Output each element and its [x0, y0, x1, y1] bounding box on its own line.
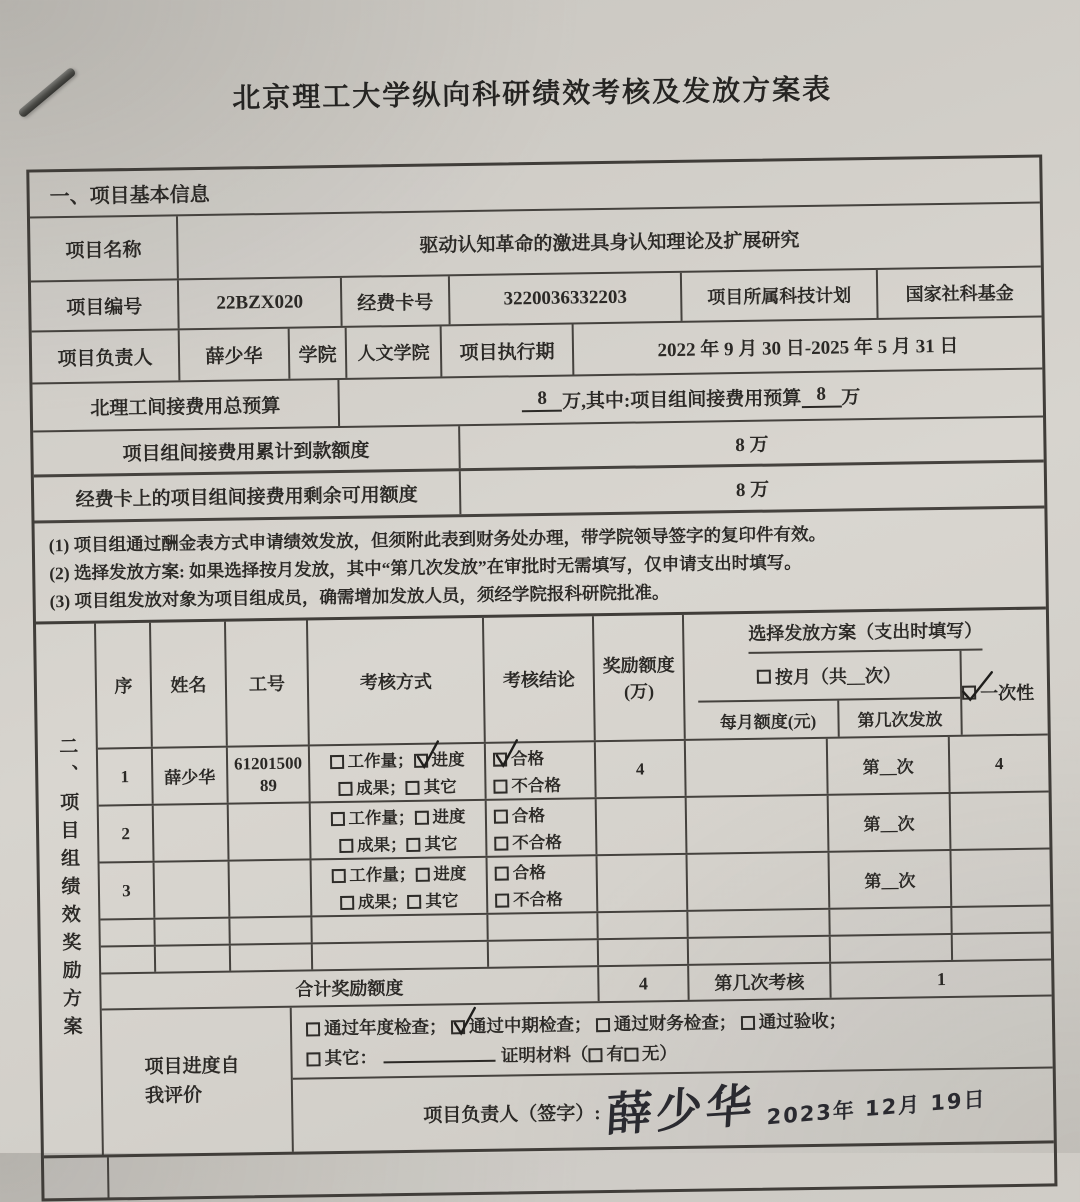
- self-eval-label: 项目进度自我评价: [102, 1008, 294, 1155]
- row-monthly: [686, 739, 829, 796]
- self-eval-checks: [292, 996, 1053, 1079]
- note-1: (1) 项目组通过酬金表方式申请绩效发放，但须附此表到财务处办理，带学院领导签字的复印件有效。: [49, 517, 1031, 560]
- col-nth-pay: 第几次发放: [839, 699, 961, 737]
- plan-header: 选择发放方案（支出时填写）: [748, 610, 983, 653]
- once-checkbox: [962, 686, 976, 700]
- fund-card-label: 经费卡号: [342, 276, 451, 326]
- monthly-group: [698, 651, 963, 739]
- col-monthly-amount: 每月额度(元): [698, 701, 839, 739]
- result-checkbox: [339, 839, 353, 853]
- indirect-budget-value: [339, 370, 1043, 426]
- other-checkbox: [406, 838, 420, 852]
- financial-check-checkbox: [596, 1018, 610, 1032]
- row-nth-pay: 第__次: [828, 737, 951, 794]
- fund-card-value: 3220036332203: [450, 273, 683, 324]
- period-value: 2022 年 9 月 30 日-2025 年 5 月 31 日: [574, 318, 1043, 375]
- section2-side-label: 二、项目组绩效奖励方案: [36, 624, 104, 1156]
- pass-checkbox: [493, 753, 507, 767]
- row-nth-pay: 第__次: [829, 794, 952, 851]
- row-amount: [597, 798, 688, 854]
- nth-assess-label: 第几次考核: [689, 964, 831, 1000]
- other-checkbox: [406, 781, 420, 795]
- row-seq: 1: [98, 749, 154, 805]
- col-method: 考核方式: [308, 618, 486, 745]
- row-emp-id: [230, 860, 313, 916]
- row-emp-id: [229, 803, 312, 859]
- total-label: 合计奖励额度: [101, 967, 599, 1008]
- budget-blank-2: 8: [801, 384, 841, 409]
- row-name: [155, 862, 231, 918]
- form-table: [26, 154, 1057, 1201]
- college-label: 学院: [290, 328, 348, 379]
- total-amount: 4: [599, 966, 689, 1001]
- plan-header-group: [684, 609, 1048, 738]
- remain-label: 经费卡上的项目组间接费用剩余可用额度: [34, 471, 462, 520]
- section2-header-row: [96, 609, 1048, 749]
- col-result: 考核结论: [484, 616, 596, 742]
- pass-checkbox: [494, 809, 508, 823]
- row-result: 合格 不合格: [486, 742, 597, 799]
- budget-blank-1: 8: [522, 388, 562, 413]
- row-seq: 2: [99, 806, 155, 862]
- college-value: 人文学院: [347, 326, 443, 377]
- section1-header: 一、项目基本信息: [29, 158, 1040, 219]
- other-checkbox: [407, 895, 421, 909]
- project-name-label: 项目名称: [30, 216, 179, 280]
- fail-checkbox: [494, 836, 508, 850]
- progress-check-line: 通过年度检查； 通过中期检查； 通过财务检查； 通过验收；: [306, 1003, 1048, 1044]
- monthly-checkbox: [757, 670, 771, 684]
- program-label: 项目所属科技计划: [682, 270, 879, 321]
- workload-checkbox: [329, 755, 343, 769]
- row-method: 工作量； 进度 成果； 其它: [312, 858, 489, 916]
- other-option-checkbox: [306, 1052, 320, 1066]
- col-amount: 奖励额度 (万): [594, 615, 686, 740]
- row-nth-pay: 第__次: [829, 851, 952, 908]
- row-monthly: [688, 853, 831, 910]
- signature-date-handwriting: 2023年 12月 19日: [767, 1083, 987, 1132]
- material-no-checkbox: [624, 1048, 638, 1062]
- midterm-check-checkbox: [451, 1020, 465, 1034]
- workload-checkbox: [330, 812, 344, 826]
- project-no-label: 项目编号: [31, 280, 180, 330]
- fail-checkbox: [493, 780, 507, 794]
- signature-row: [293, 1068, 1054, 1151]
- self-eval-block: [102, 996, 1054, 1154]
- row-name: 薛少华: [153, 748, 229, 804]
- monthly-option: 按月（共__次）: [698, 651, 961, 703]
- row-result: 合格 不合格: [488, 856, 599, 913]
- note-2: (2) 选择发放方案: 如果选择按月发放，其中“第几次发放”在审批时无需填写，仅申请支出时填写。: [49, 545, 1031, 588]
- acceptance-checkbox: [741, 1016, 755, 1030]
- col-name: 姓名: [151, 622, 228, 747]
- row-once-amount: [951, 792, 1050, 848]
- nth-assess-value: 1: [831, 960, 1051, 997]
- col-emp-id: 工号: [226, 620, 310, 745]
- row-amount: 4: [596, 741, 687, 797]
- other-blank: [383, 1048, 495, 1064]
- remain-value: 8 万: [461, 463, 1045, 515]
- accum-value: 8 万: [460, 418, 1044, 469]
- leader-value: 薛少华: [180, 329, 291, 381]
- progress-checkbox: [414, 811, 428, 825]
- material-yes-checkbox: [588, 1048, 602, 1062]
- period-label: 项目执行期: [442, 324, 575, 376]
- budget-mid-text: 万,其中:项目组间接费用预算: [562, 383, 801, 414]
- pass-checkbox: [495, 866, 509, 880]
- row-once-amount: 4: [950, 735, 1049, 791]
- result-checkbox: [338, 782, 352, 796]
- row-once-amount: [951, 849, 1050, 905]
- other-material-line: 其它： 证明材料（ 有 无）: [306, 1033, 1048, 1074]
- workload-checkbox: [331, 869, 345, 883]
- accum-label: 项目组间接费用累计到款额度: [33, 426, 461, 474]
- row-monthly: [687, 796, 830, 853]
- progress-checkbox: [415, 868, 429, 882]
- fail-checkbox: [495, 893, 509, 907]
- annual-check-checkbox: [306, 1022, 320, 1036]
- note-3: (3) 项目组发放对象为项目组成员，确需增加发放人员，须经学院报科研院批准。: [49, 573, 1031, 616]
- project-no-value: 22BZX020: [179, 278, 343, 328]
- progress-checkbox: [413, 754, 427, 768]
- row-emp-id: 6120150089: [228, 746, 311, 802]
- notes-block: [35, 509, 1046, 625]
- row-seq: 3: [100, 863, 156, 919]
- signature-label: 项目负责人（签字）:: [423, 1098, 601, 1128]
- result-checkbox: [340, 896, 354, 910]
- row-method: 工作量； 进度 成果； 其它: [311, 801, 488, 859]
- form-title: 北京理工大学纵向科研绩效考核及发放方案表: [0, 64, 1072, 120]
- row-method: 工作量； 进度 成果； 其它: [310, 744, 487, 802]
- project-name-value: 驱动认知革命的激进具身认知理论及扩展研究: [178, 204, 1041, 279]
- row-name: [154, 805, 230, 861]
- row-result: 合格 不合格: [487, 799, 598, 856]
- row-amount: [598, 855, 689, 911]
- col-seq: 序: [96, 623, 153, 748]
- signature-handwriting: 薛少华: [605, 1069, 758, 1145]
- leader-label: 项目负责人: [32, 330, 181, 382]
- once-option: 一次性: [962, 650, 1035, 735]
- budget-unit: 万: [841, 382, 860, 409]
- section2-table: [36, 609, 1054, 1158]
- program-value: 国家社科基金: [878, 268, 1042, 318]
- indirect-budget-label: 北理工间接费用总预算: [32, 380, 340, 431]
